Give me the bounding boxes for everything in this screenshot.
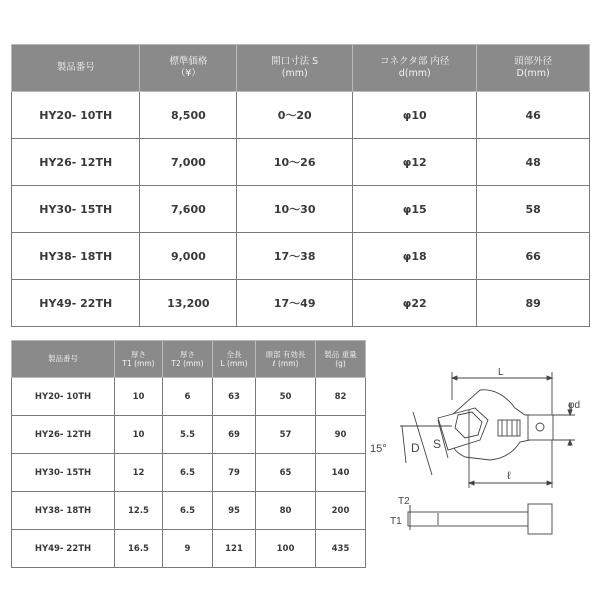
dim-table-header-row (12, 341, 366, 378)
table-row (12, 186, 590, 233)
header-label: 全長 (226, 349, 242, 359)
cell-effective-length: 80 (256, 492, 316, 530)
header-product-number (12, 341, 115, 378)
header-unit: L (mm) (220, 359, 248, 368)
cell-connector-diameter: φ15 (353, 186, 477, 233)
cell-t1: 12 (115, 454, 163, 492)
spec-table (11, 44, 590, 327)
cell-t1: 10 (115, 416, 163, 454)
header-label: 頭部外径 (514, 56, 553, 68)
cell-opening-size: 10〜30 (237, 186, 353, 233)
table-row (12, 92, 590, 139)
header-total-length (213, 341, 256, 378)
cell-length: 95 (213, 492, 256, 530)
cell-product-number: HY30- 15TH (12, 454, 115, 492)
header-label: 厚さ (180, 349, 195, 359)
header-label: 製品 重量 (324, 349, 357, 359)
header-label: 厚さ (131, 349, 146, 359)
header-unit: T1 (mm) (122, 359, 155, 368)
header-head-effective-length (256, 341, 316, 378)
cell-opening-size: 0〜20 (237, 92, 353, 139)
cell-length: 79 (213, 454, 256, 492)
cell-price: 13,200 (140, 280, 237, 327)
header-label: 製品番号 (56, 62, 95, 74)
label-T1: T1 (390, 516, 402, 527)
header-unit: D(mm) (516, 68, 550, 79)
cell-opening-size: 10〜26 (237, 139, 353, 186)
cell-connector-diameter: φ12 (353, 139, 477, 186)
spec-table-header-row (12, 45, 590, 92)
cell-connector-diameter: φ18 (353, 233, 477, 280)
header-unit: T2 (mm) (171, 359, 204, 368)
cell-price: 7,600 (140, 186, 237, 233)
cell-weight: 435 (316, 530, 366, 568)
header-unit: （¥） (175, 68, 201, 79)
cell-head-diameter: 48 (477, 139, 590, 186)
cell-product-number: HY38- 18TH (12, 492, 115, 530)
header-label: 開口寸法 S (271, 56, 319, 68)
label-L: L (498, 367, 504, 378)
header-unit: (mm) (281, 68, 308, 79)
cell-product-number: HY49- 22TH (12, 280, 140, 327)
cell-weight: 140 (316, 454, 366, 492)
cell-t1: 12.5 (115, 492, 163, 530)
header-label: 標準価格 (169, 56, 208, 68)
cell-effective-length: 50 (256, 378, 316, 416)
label-phi-d: φd (568, 400, 581, 411)
header-thickness-t1 (115, 341, 163, 378)
cell-head-diameter: 46 (477, 92, 590, 139)
header-label: 頭部 有効長 (265, 349, 306, 359)
cell-head-diameter: 58 (477, 186, 590, 233)
cell-t1: 16.5 (115, 530, 163, 568)
cell-length: 121 (213, 530, 256, 568)
cell-price: 9,000 (140, 233, 237, 280)
table-row (12, 378, 366, 416)
cell-product-number: HY49- 22TH (12, 530, 115, 568)
cell-t2: 6.5 (163, 454, 213, 492)
cell-weight: 200 (316, 492, 366, 530)
cell-price: 8,500 (140, 92, 237, 139)
cell-t2: 6.5 (163, 492, 213, 530)
dimension-table (11, 340, 366, 568)
header-head-outer-diameter (477, 45, 590, 92)
header-label: コネクタ部 内径 (380, 56, 450, 68)
cell-effective-length: 65 (256, 454, 316, 492)
cell-t2: 6 (163, 378, 213, 416)
cell-weight: 82 (316, 378, 366, 416)
cell-connector-diameter: φ22 (353, 280, 477, 327)
label-angle-15: 15° (370, 443, 387, 455)
cell-head-diameter: 66 (477, 233, 590, 280)
cell-product-number: HY20- 10TH (12, 378, 115, 416)
table-row (12, 530, 366, 568)
cell-product-number: HY26- 12TH (12, 139, 140, 186)
table-row (12, 492, 366, 530)
table-row (12, 454, 366, 492)
cell-length: 63 (213, 378, 256, 416)
cell-opening-size: 17〜38 (237, 233, 353, 280)
wrench-dimension-diagram (370, 360, 590, 560)
cell-t2: 9 (163, 530, 213, 568)
header-unit: ℓ (mm) (272, 359, 299, 368)
cell-product-number: HY30- 15TH (12, 186, 140, 233)
cell-effective-length: 100 (256, 530, 316, 568)
label-D: D (411, 441, 420, 455)
header-standard-price (140, 45, 237, 92)
cell-t2: 5.5 (163, 416, 213, 454)
header-unit: (g) (335, 359, 346, 368)
cell-price: 7,000 (140, 139, 237, 186)
cell-t1: 10 (115, 378, 163, 416)
label-S: S (433, 437, 442, 451)
cell-product-number: HY26- 12TH (12, 416, 115, 454)
table-row (12, 233, 590, 280)
cell-connector-diameter: φ10 (353, 92, 477, 139)
cell-product-number: HY20- 10TH (12, 92, 140, 139)
cell-head-diameter: 89 (477, 280, 590, 327)
cell-length: 69 (213, 416, 256, 454)
header-connector-inner-diameter (353, 45, 477, 92)
cell-weight: 90 (316, 416, 366, 454)
header-opening-size (237, 45, 353, 92)
table-row (12, 280, 590, 327)
label-T2: T2 (398, 496, 410, 507)
table-row (12, 139, 590, 186)
header-label: 製品番号 (48, 354, 78, 364)
header-weight (316, 341, 366, 378)
header-unit: d(mm) (398, 68, 431, 79)
cell-product-number: HY38- 18TH (12, 233, 140, 280)
cell-effective-length: 57 (256, 416, 316, 454)
header-product-number (12, 45, 140, 92)
label-ell: ℓ (507, 470, 511, 482)
header-thickness-t2 (163, 341, 213, 378)
cell-opening-size: 17〜49 (237, 280, 353, 327)
table-row (12, 416, 366, 454)
